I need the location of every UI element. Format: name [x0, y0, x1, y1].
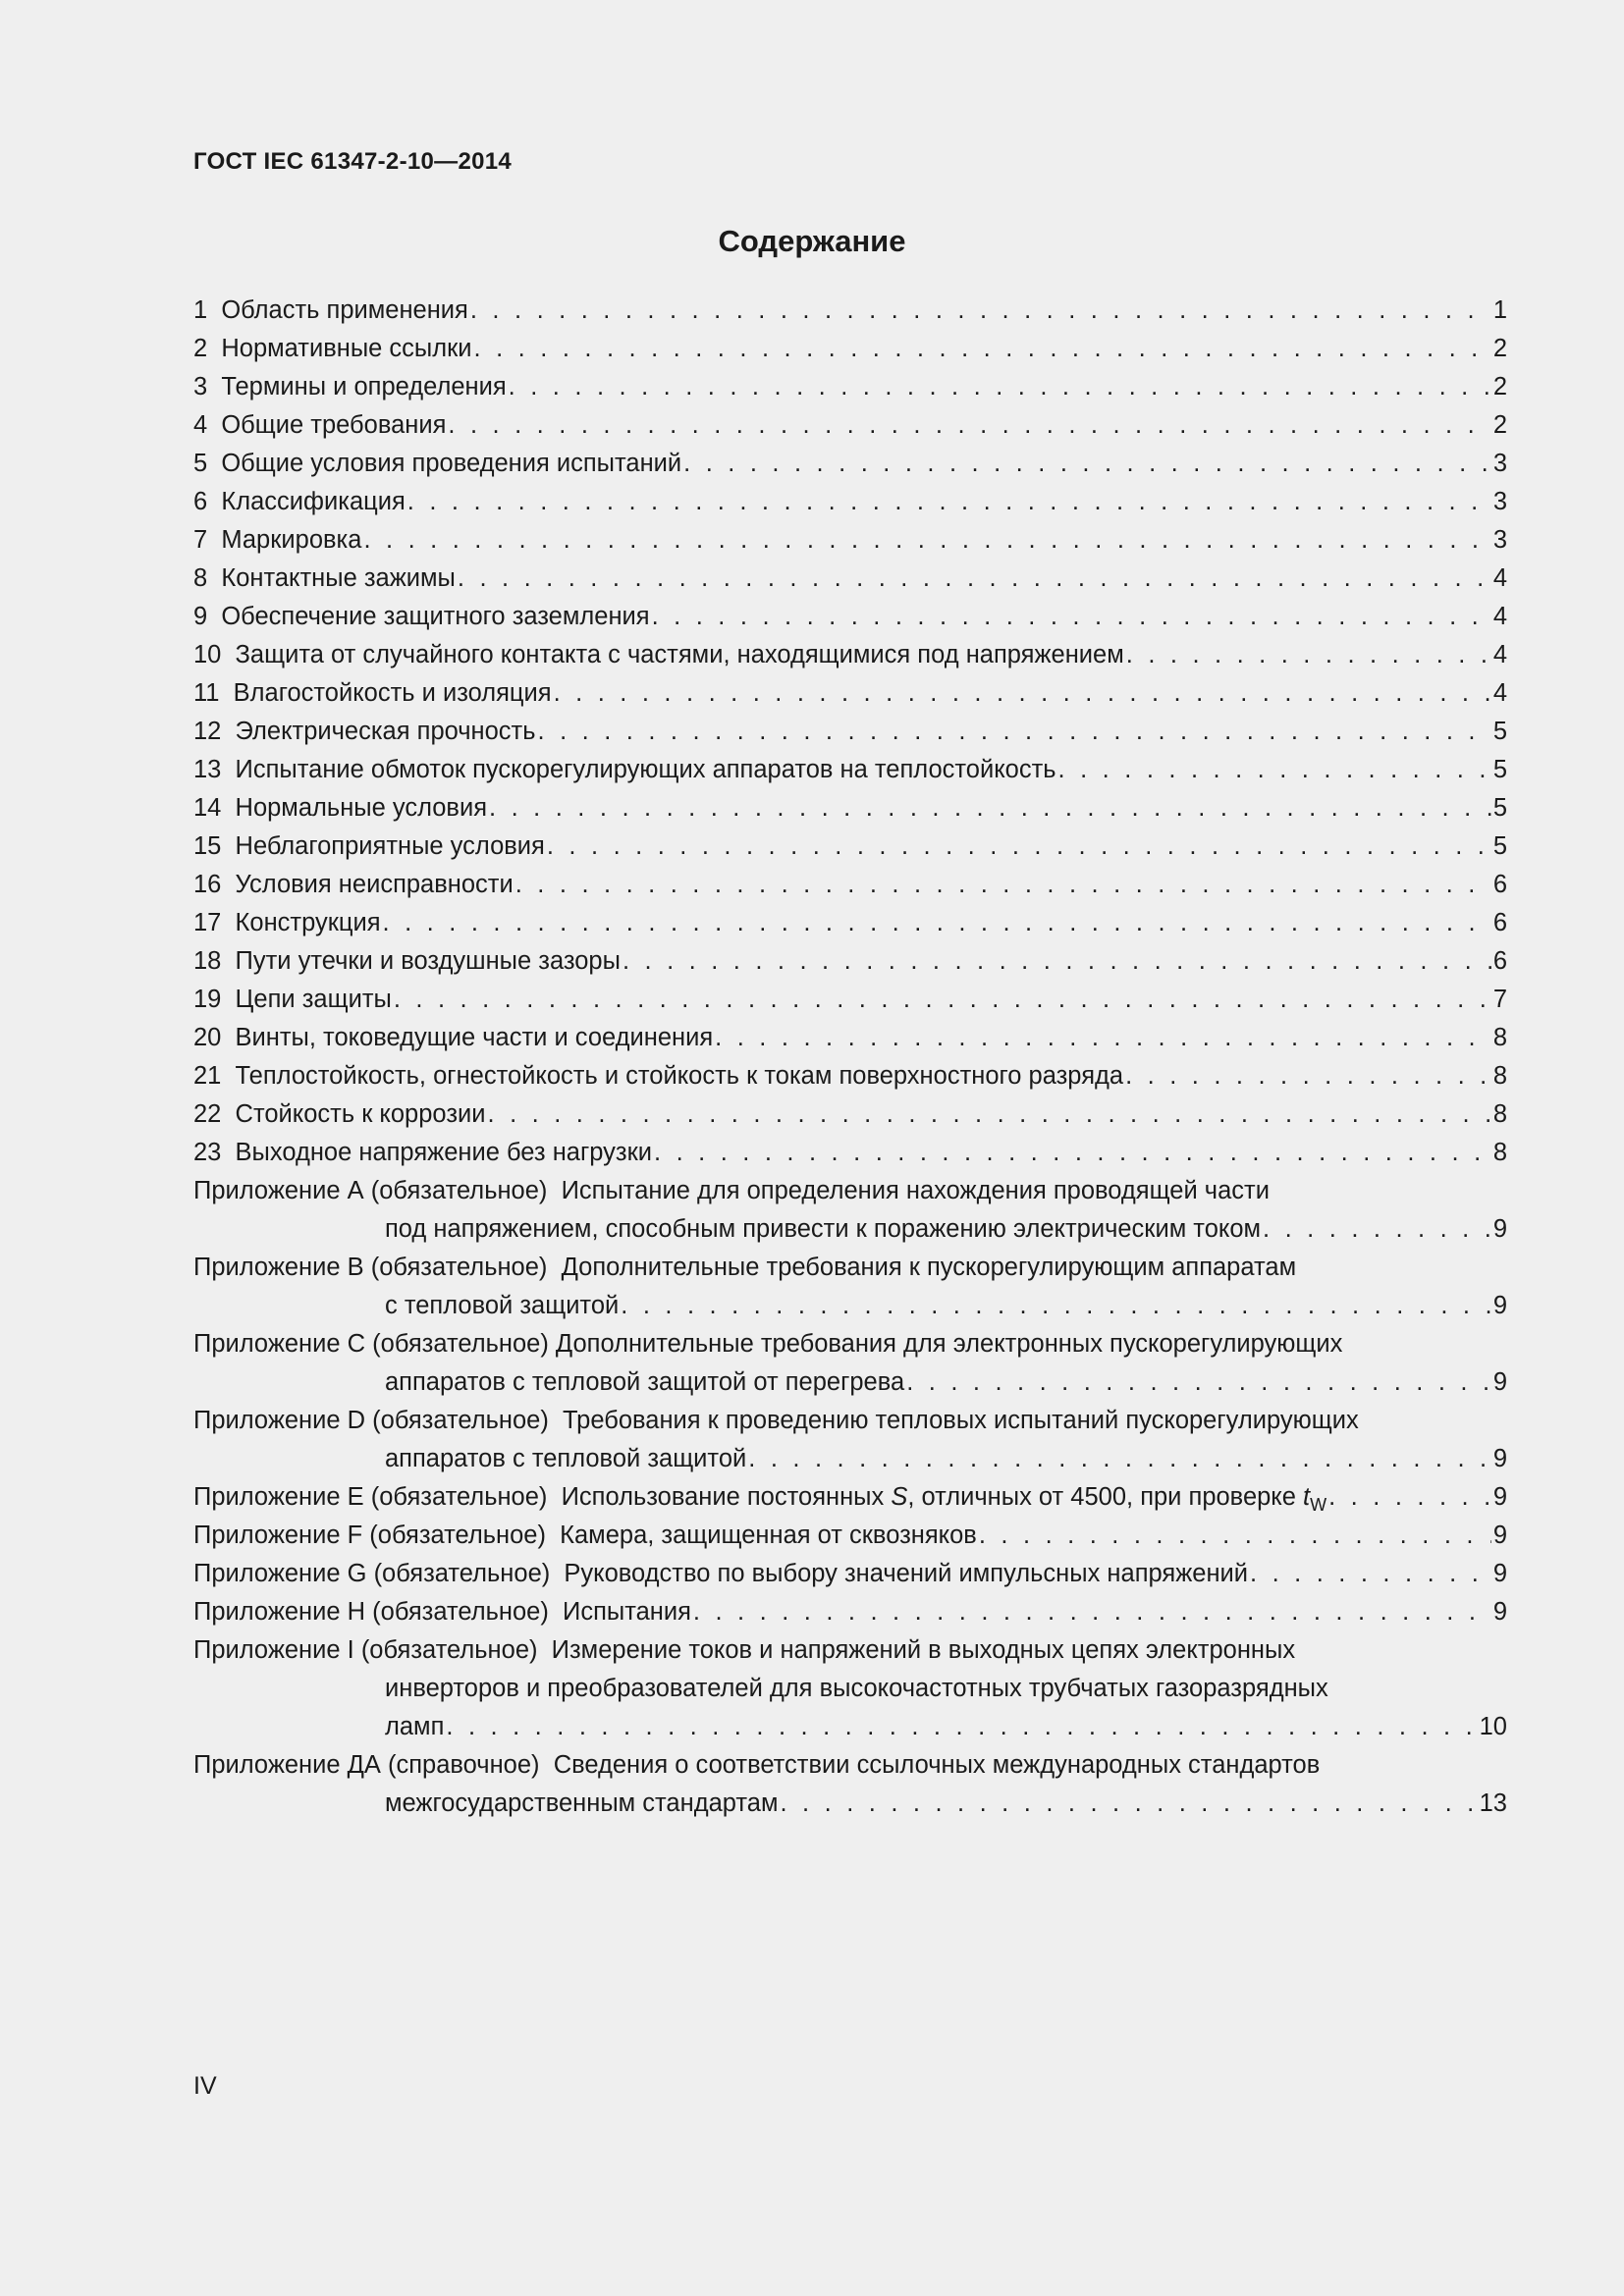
toc-entry[interactable] [193, 445, 1507, 483]
toc-entry-label: 17 Конструкция [193, 909, 381, 936]
annex-i-title-line[interactable] [193, 1631, 1507, 1670]
annex-i-title-line-2[interactable] [193, 1670, 1507, 1708]
toc-entry-page: 1 [1492, 296, 1507, 324]
annex-e-middle: , отличных от 4500, при проверке [907, 1483, 1304, 1511]
toc-entry-label: 8 Контактные зажимы [193, 564, 456, 592]
toc-entry-page: 8 [1492, 1139, 1507, 1166]
dot-leader [693, 1593, 1491, 1631]
dot-leader [979, 1517, 1491, 1555]
toc-entry-label: 19 Цепи защиты [193, 986, 392, 1013]
toc-entry[interactable] [193, 598, 1507, 636]
annex-label: ламп [385, 1713, 445, 1740]
toc-entry-page: 3 [1492, 526, 1507, 554]
toc-entry-label: 20 Винты, токоведущие части и соединения [193, 1024, 714, 1051]
annex-d-title-line[interactable] [193, 1402, 1507, 1440]
toc-entry[interactable] [193, 1095, 1507, 1134]
toc-entry[interactable] [193, 866, 1507, 904]
toc-entry-label: 6 Классификация [193, 488, 406, 515]
toc-entry-page: 3 [1492, 488, 1507, 515]
annex-page: 9 [1492, 1483, 1507, 1511]
annex-label: с тепловой защитой [385, 1292, 620, 1319]
toc-entry[interactable] [193, 560, 1507, 598]
toc-entry[interactable] [193, 981, 1507, 1019]
annex-page: 9 [1492, 1368, 1507, 1396]
toc-entry[interactable] [193, 942, 1507, 981]
toc-entry[interactable] [193, 636, 1507, 674]
dot-leader [780, 1785, 1477, 1823]
annex-f-entry[interactable] [193, 1517, 1507, 1555]
dot-leader [458, 560, 1491, 598]
dot-leader [621, 1287, 1491, 1325]
toc-entry-page: 5 [1492, 794, 1507, 822]
toc-entry-page: 4 [1492, 603, 1507, 630]
annex-e-prefix: Приложение Е (обязательное) Использование постоянных [193, 1483, 892, 1511]
annex-label: Приложение F (обязательное) Камера, защищенная от сквозняков [193, 1522, 977, 1549]
dot-leader [748, 1440, 1491, 1478]
annex-label: под напряжением, способным привести к поражению электрическим током [385, 1215, 1262, 1243]
toc-entry-page: 6 [1492, 909, 1507, 936]
toc-entry[interactable] [193, 713, 1507, 751]
annex-da-entry[interactable] [193, 1785, 1507, 1823]
toc-entry-page: 4 [1492, 564, 1507, 592]
toc-entry[interactable] [193, 904, 1507, 942]
annex-label: Приложение I (обязательное) Измерение токов и напряжений в выходных цепях электронных [193, 1636, 1296, 1664]
variable-s: S [891, 1483, 908, 1511]
toc-entry[interactable] [193, 368, 1507, 406]
annex-b-title-line[interactable] [193, 1249, 1507, 1287]
annex-label: Приложение С (обязательное) Дополнительные требования для электронных пускорегулирующих [193, 1330, 1343, 1358]
annex-d-entry[interactable] [193, 1440, 1507, 1478]
toc-entry[interactable] [193, 292, 1507, 330]
annex-page: 13 [1479, 1789, 1507, 1817]
annex-label: инверторов и преобразователей для высокочастотных трубчатых газоразрядных [385, 1675, 1328, 1702]
annex-b-entry[interactable] [193, 1287, 1507, 1325]
toc-entry-page: 8 [1492, 1024, 1507, 1051]
toc-entry-label: 23 Выходное напряжение без нагрузки [193, 1139, 652, 1166]
dot-leader [394, 981, 1491, 1019]
annex-page: 9 [1492, 1598, 1507, 1626]
toc-entry-label: 10 Защита от случайного контакта с частями, находящимися под напряжением [193, 641, 1124, 668]
dot-leader [1263, 1210, 1491, 1249]
toc-entry-page: 3 [1492, 450, 1507, 477]
dot-leader [1125, 1057, 1491, 1095]
toc-entry-label: 14 Нормальные условия [193, 794, 488, 822]
toc-entry-label: 1 Область применения [193, 296, 468, 324]
toc-entry-page: 2 [1492, 335, 1507, 362]
toc-entry[interactable] [193, 1134, 1507, 1172]
dot-leader [652, 598, 1491, 636]
dot-leader [446, 1708, 1477, 1746]
toc-entry-page: 8 [1492, 1100, 1507, 1128]
annex-a-entry[interactable] [193, 1210, 1507, 1249]
annex-i-entry[interactable] [193, 1708, 1507, 1746]
page-number: IV [193, 2072, 217, 2100]
toc-entry-page: 7 [1492, 986, 1507, 1013]
annex-label: Приложение ДА (справочное) Сведения о соответствии ссылочных международных стандартов [193, 1751, 1321, 1779]
annex-c-entry[interactable] [193, 1363, 1507, 1402]
dot-leader [1058, 751, 1491, 789]
toc-entry-page: 6 [1492, 947, 1507, 975]
toc-entry-page: 6 [1492, 871, 1507, 898]
toc-entry[interactable] [193, 1057, 1507, 1095]
variable-t: t [1303, 1483, 1311, 1511]
annex-label: межгосударственным стандартам [385, 1789, 779, 1817]
dot-leader [1126, 636, 1491, 674]
dot-leader [683, 445, 1491, 483]
toc-entry[interactable] [193, 751, 1507, 789]
annex-page: 9 [1492, 1292, 1507, 1319]
toc-entry[interactable] [193, 521, 1507, 560]
toc-entry[interactable] [193, 828, 1507, 866]
dot-leader [488, 1095, 1491, 1134]
annex-page: 9 [1492, 1522, 1507, 1549]
document-code: ГОСТ IEC 61347-2-10—2014 [193, 148, 513, 175]
toc-entry[interactable] [193, 1019, 1507, 1057]
annex-label: аппаратов с тепловой защитой от перегрева [385, 1368, 905, 1396]
annex-page: 9 [1492, 1560, 1507, 1587]
dot-leader [407, 483, 1491, 521]
toc-entry-label: 2 Нормативные ссылки [193, 335, 472, 362]
annex-label: Приложение В (обязательное) Дополнительные требования к пускорегулирующим аппаратам [193, 1254, 1297, 1281]
dot-leader [547, 828, 1491, 866]
dot-leader [515, 866, 1491, 904]
toc-entry-page: 5 [1492, 756, 1507, 783]
dot-leader [654, 1134, 1491, 1172]
toc-entry[interactable] [193, 674, 1507, 713]
toc-entry-label: 21 Теплостойкость, огнестойкость и стойкость к токам поверхностного разряда [193, 1062, 1124, 1090]
toc-entry-page: 2 [1492, 373, 1507, 400]
dot-leader [906, 1363, 1491, 1402]
toc-entry-label: 12 Электрическая прочность [193, 718, 536, 745]
toc-entry-label: 3 Термины и определения [193, 373, 507, 400]
toc-title: Содержание [718, 224, 906, 258]
toc-entry-label: 11 Влагостойкость и изоляция [193, 679, 552, 707]
toc-entry-page: 5 [1492, 832, 1507, 860]
annex-e-entry[interactable] [193, 1478, 1507, 1517]
toc-entry-page: 5 [1492, 718, 1507, 745]
annex-label: Приложение А (обязательное) Испытание для определения нахождения проводящей части [193, 1177, 1270, 1204]
dot-leader [474, 330, 1491, 368]
annex-page: 9 [1492, 1445, 1507, 1472]
toc-entry-page: 4 [1492, 641, 1507, 668]
dot-leader [623, 942, 1491, 981]
annex-c-title-line[interactable] [193, 1325, 1507, 1363]
toc-entry-label: 5 Общие условия проведения испытаний [193, 450, 682, 477]
toc-entry[interactable] [193, 406, 1507, 445]
toc-entry-label: 22 Стойкость к коррозии [193, 1100, 486, 1128]
toc-entry[interactable] [193, 483, 1507, 521]
toc-entry-page: 8 [1492, 1062, 1507, 1090]
dot-leader [554, 674, 1491, 713]
annex-page: 10 [1479, 1713, 1507, 1740]
toc-entry-label: 4 Общие требования [193, 411, 447, 439]
annex-label: аппаратов с тепловой защитой [385, 1445, 747, 1472]
toc-entry-label: 18 Пути утечки и воздушные зазоры [193, 947, 621, 975]
toc-entry-page: 2 [1492, 411, 1507, 439]
dot-leader [448, 406, 1490, 445]
dot-leader [470, 292, 1491, 330]
dot-leader [383, 904, 1491, 942]
dot-leader [1328, 1478, 1491, 1517]
dot-leader [363, 521, 1490, 560]
annex-label: Приложение G (обязательное) Руководство по выбору значений импульсных напряжений [193, 1560, 1249, 1587]
toc-entry-label: 13 Испытание обмоток пускорегулирующих аппаратов на теплостойкость [193, 756, 1056, 783]
toc-entry[interactable] [193, 789, 1507, 828]
table-of-contents [193, 292, 1507, 1823]
toc-entry-label: 7 Маркировка [193, 526, 362, 554]
dot-leader [1250, 1555, 1491, 1593]
dot-leader [489, 789, 1491, 828]
annex-page: 9 [1492, 1215, 1507, 1243]
dot-leader [538, 713, 1491, 751]
annex-label: Приложение Н (обязательное) Испытания [193, 1598, 691, 1626]
dot-leader [509, 368, 1491, 406]
variable-t-subscript: W [1310, 1495, 1327, 1515]
toc-entry[interactable] [193, 330, 1507, 368]
annex-g-entry[interactable] [193, 1555, 1507, 1593]
toc-entry-label: 9 Обеспечение защитного заземления [193, 603, 650, 630]
toc-entry-label: 16 Условия неисправности [193, 871, 514, 898]
annex-h-entry[interactable] [193, 1593, 1507, 1631]
toc-entry-label: 15 Неблагоприятные условия [193, 832, 545, 860]
annex-da-title-line[interactable] [193, 1746, 1507, 1785]
annex-a-title-line[interactable] [193, 1172, 1507, 1210]
toc-entry-page: 4 [1492, 679, 1507, 707]
annex-label: Приложение D (обязательное) Требования к проведению тепловых испытаний пускорегулирующих [193, 1407, 1359, 1434]
dot-leader [715, 1019, 1491, 1057]
